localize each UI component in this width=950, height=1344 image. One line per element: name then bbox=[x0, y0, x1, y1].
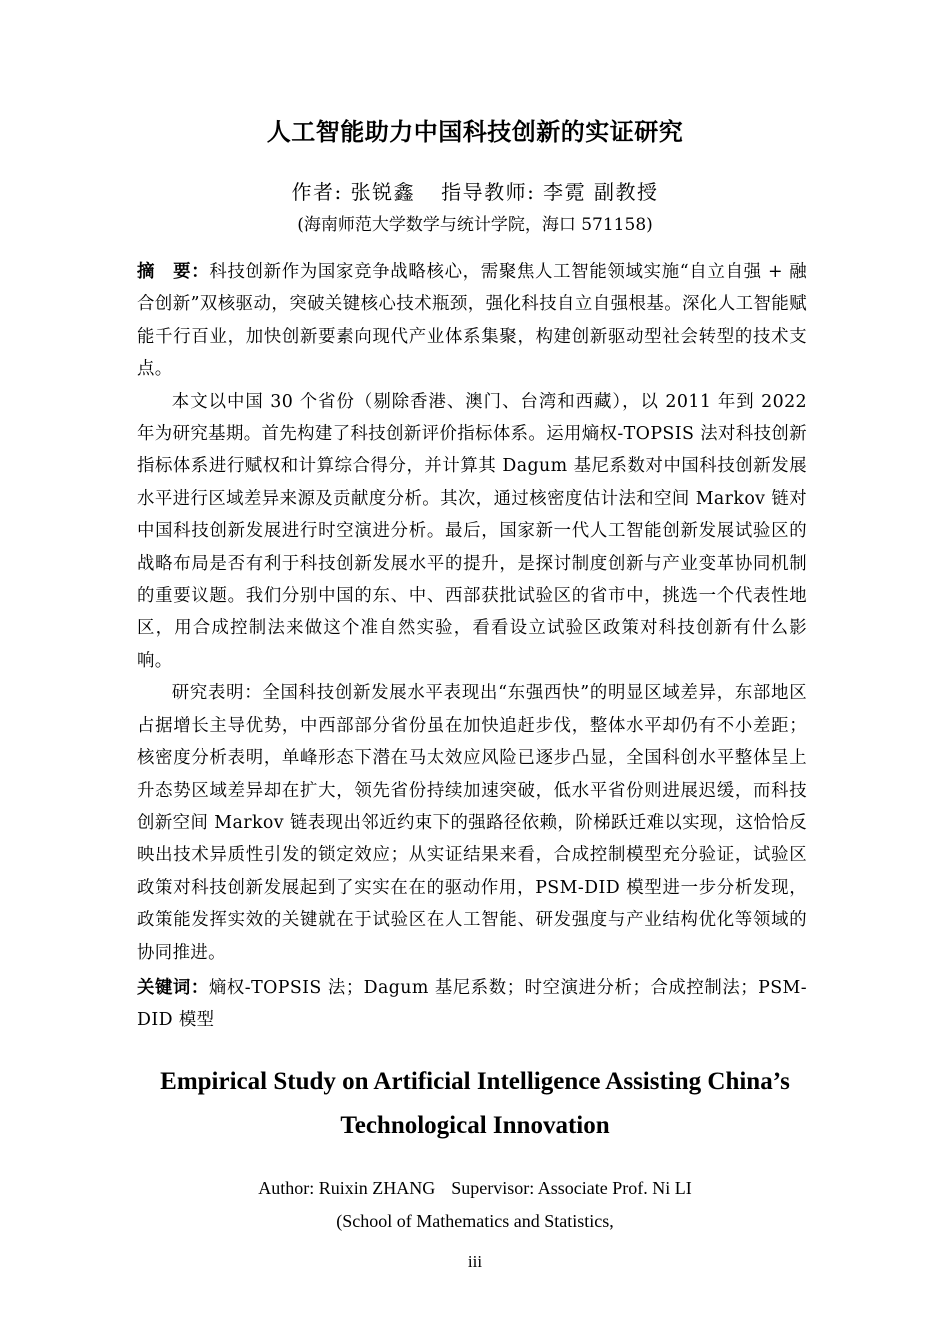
chinese-author-line bbox=[0, 176, 950, 205]
abstract-paragraph-1 bbox=[137, 256, 807, 386]
english-supervisor: Supervisor: Associate Prof. Ni LI bbox=[451, 1178, 692, 1198]
abstract-paragraph-2: 本文以中国 30 个省份（剔除香港、澳门、台湾和西藏），以 2011 年到 2022 年为研究基期。首先构建了科技创新评价指标体系。运用熵权-TOPSIS 法对科技创新指标体系进行赋权和计算综合得分，并计算其 Dagum 基尼系数对中国科技创新发展水平进行区域差异来源及贡献度分析。其次，通过核密度估计法和空间 Markov 链对中国科技创新发展进行时空演进分析。最后，国家新一代人工智能创新发展试验区的战略布局是否有利于科技创新发展水平的提升，是探讨制度创新与产业变革协同机制的重要议题。我们分别中国的东、中、西部获批试验区的省市中，挑选一个代表性地区，用合成控制法来做这个准自然实验，看看设立试验区政策对科技创新有什么影响。 bbox=[137, 391, 807, 671]
english-title-line-2: Technological Innovation bbox=[340, 1112, 610, 1139]
chinese-author: 作者: 张锐鑫 bbox=[291, 180, 416, 204]
english-title bbox=[0, 1060, 950, 1148]
chinese-affiliation: (海南师范大学数学与统计学院，海口 571158) bbox=[297, 215, 653, 235]
english-author: Author: Ruixin ZHANG bbox=[258, 1178, 436, 1198]
chinese-supervisor: 指导教师: 李霓 副教授 bbox=[441, 180, 659, 204]
keywords-text: 熵权-TOPSIS 法；Dagum 基尼系数；时空演进分析；合成控制法；PSM-DID 模型 bbox=[137, 978, 807, 1031]
abstract-paragraph-1-text: 科技创新作为国家竞争战略核心，需聚焦人工智能领域实施“自立自强 + 融合创新”双核驱动，突破关键核心技术瓶颈，强化科技自立自强根基。深化人工智能赋能千行百业，加快创新要素向现代产业体系集聚，构建创新驱动型社会转型的技术支点。 bbox=[137, 262, 807, 380]
keywords-label: 关键词： bbox=[137, 978, 209, 998]
english-title-line-1: Empirical Study on Artificial Intelligence Assisting China’s bbox=[160, 1068, 790, 1095]
abstract-label: 摘 要： bbox=[137, 262, 210, 282]
chinese-title: 人工智能助力中国科技创新的实证研究 bbox=[266, 118, 684, 146]
chinese-keywords bbox=[137, 972, 807, 1037]
page-number: iii bbox=[467, 1252, 483, 1271]
english-author-line bbox=[0, 1178, 950, 1199]
english-affiliation: (School of Mathematics and Statistics, bbox=[336, 1211, 614, 1231]
abstract-paragraph-3: 研究表明：全国科技创新发展水平表现出“东强西快”的明显区域差异，东部地区占据增长主导优势，中西部部分省份虽在加快追赶步伐，整体水平却仍有不小差距；核密度分析表明，单峰形态下潜在马太效应风险已逐步凸显，全国科创水平整体呈上升态势区域差异却在扩大，领先省份持续加速突破，低水平省份则进展迟缓，而科技创新空间 Markov 链表现出邻近约束下的强路径依赖，阶梯跃迁难以实现，这恰恰反映出技术异质性引发的锁定效应；从实证结果来看，合成控制模型充分验证，试验区政策对科技创新发展起到了实实在在的驱动作用，PSM-DID 模型进一步分析发现，政策能发挥实效的关键就在于试验区在人工智能、研发强度与产业结构优化等领域的协同推进。 bbox=[137, 683, 807, 963]
chinese-abstract bbox=[137, 256, 807, 969]
